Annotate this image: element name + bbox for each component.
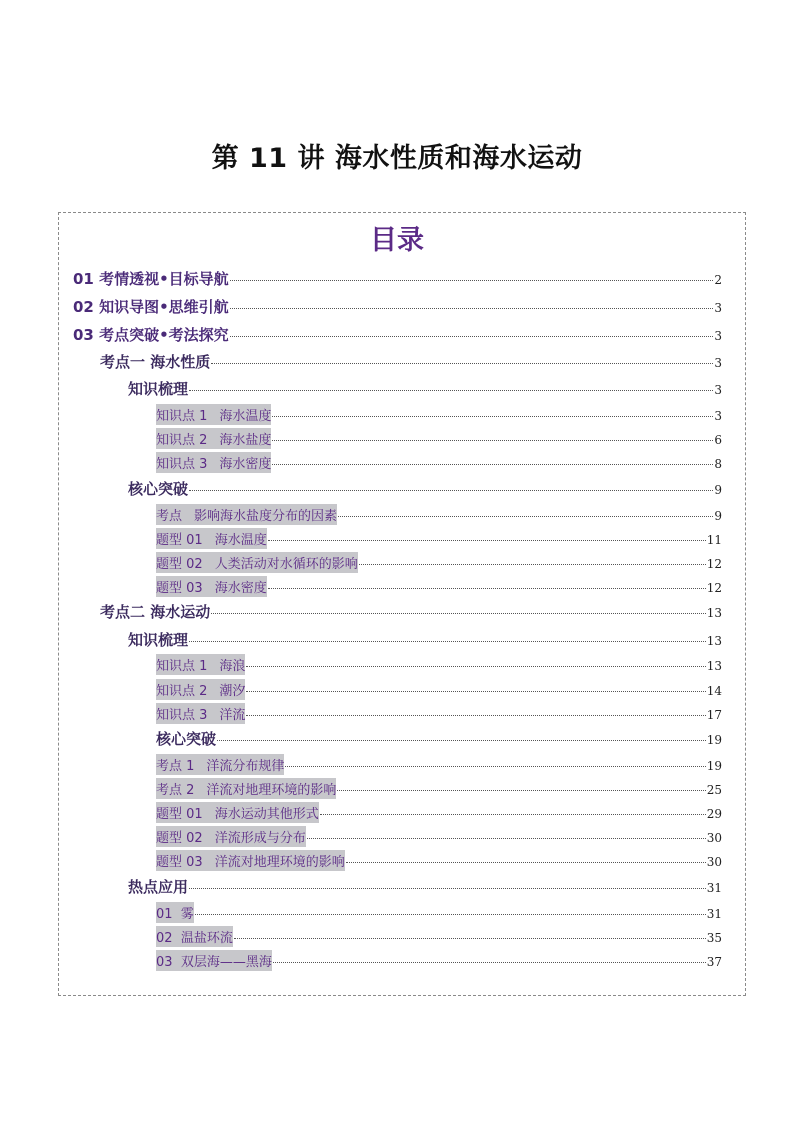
toc-entry-label <box>156 404 271 425</box>
toc-entry-tag: 题型 03 <box>156 855 203 870</box>
toc-entry-label <box>156 703 245 724</box>
toc-leader <box>320 814 706 815</box>
toc-entry-label <box>156 654 245 675</box>
document-title: 第 11 讲 海水性质和海水运动 <box>211 143 583 174</box>
toc-page-number: 30 <box>706 831 722 845</box>
toc-entry-label: 02 知识导图•思维引航 <box>73 298 229 316</box>
toc-entry[interactable] <box>156 552 722 573</box>
toc-page-number: 29 <box>706 807 722 821</box>
toc-entry-tag: 03 <box>156 955 173 970</box>
toc-entry-label <box>156 950 272 971</box>
toc-entry-label: 01 考情透视•目标导航 <box>73 270 229 288</box>
toc-entry-label: 考点二 海水运动 <box>100 603 211 621</box>
toc-entry-tag: 知识点 1 <box>156 409 208 424</box>
toc-entry-label: 核心突破 <box>156 730 217 748</box>
toc-leader <box>268 540 706 541</box>
toc-entry-label: 03 考点突破•考法探究 <box>73 326 229 344</box>
toc-entry[interactable] <box>156 902 722 923</box>
toc-entry-label <box>156 802 319 823</box>
toc-entry-label <box>156 826 306 847</box>
toc-entry[interactable] <box>128 378 722 399</box>
toc-entry-text: 海水盐度 <box>219 433 272 448</box>
toc-page-number: 3 <box>714 356 722 370</box>
toc-entry[interactable] <box>128 478 722 499</box>
toc-entry-label <box>156 778 336 799</box>
toc-entry-text: 洋流对地理环境的影响 <box>206 783 337 798</box>
toc-page-number: 30 <box>706 855 722 869</box>
toc-entry[interactable] <box>156 826 722 847</box>
toc-leader <box>211 363 713 364</box>
toc-leader <box>189 390 713 391</box>
toc-leader <box>189 888 706 889</box>
toc-entry[interactable] <box>128 876 722 897</box>
toc-entry[interactable] <box>156 802 722 823</box>
toc-entry-text: 潮汐 <box>219 684 246 699</box>
toc-entry-label <box>156 528 267 549</box>
toc-entry[interactable] <box>156 778 722 799</box>
toc-entry[interactable] <box>156 950 722 971</box>
toc-entry-text: 洋流形成与分布 <box>214 831 306 846</box>
toc-entry-text: 海水温度 <box>214 533 267 548</box>
toc-entry[interactable] <box>156 654 722 675</box>
toc-entry-label <box>156 552 358 573</box>
toc-entry-tag: 02 <box>156 931 173 946</box>
toc-page-number: 25 <box>706 783 722 797</box>
toc-page-number: 9 <box>714 483 722 497</box>
toc-entry-label: 核心突破 <box>128 480 189 498</box>
toc-entry[interactable] <box>156 703 722 724</box>
toc-entry[interactable] <box>100 601 722 622</box>
toc-entry-label <box>156 428 271 449</box>
toc-entry[interactable] <box>156 428 722 449</box>
toc-entry-tag: 题型 01 <box>156 533 203 548</box>
toc-entry-tag: 知识点 3 <box>156 457 208 472</box>
toc-leader <box>359 564 706 565</box>
toc-leader <box>230 308 714 309</box>
toc-leader <box>230 280 714 281</box>
toc-entry[interactable] <box>73 268 722 289</box>
toc-heading: 目录 <box>370 225 424 256</box>
toc-leader <box>189 641 706 642</box>
toc-entry[interactable] <box>156 404 722 425</box>
toc-leader <box>346 862 706 863</box>
toc-entry[interactable] <box>156 452 722 473</box>
toc-page-number: 3 <box>714 329 722 343</box>
toc-entry-tag: 考点 <box>156 509 183 524</box>
toc-entry-label <box>156 926 233 947</box>
toc-entry-text: 海水运动其他形式 <box>214 807 319 822</box>
toc-leader <box>273 962 706 963</box>
toc-entry-text: 洋流 <box>219 708 246 723</box>
toc-page-number: 13 <box>706 634 722 648</box>
toc-entry[interactable] <box>100 351 722 372</box>
toc-entry[interactable] <box>73 324 722 345</box>
toc-entry-text: 海水密度 <box>214 581 267 596</box>
toc-entry-text: 温盐环流 <box>180 931 233 946</box>
toc-entry-tag: 题型 03 <box>156 581 203 596</box>
toc-entry-text: 洋流对地理环境的影响 <box>214 855 345 870</box>
toc-leader <box>234 938 706 939</box>
toc-page-number: 17 <box>706 708 722 722</box>
toc-entry-tag: 知识点 1 <box>156 659 208 674</box>
toc-entry-label <box>156 576 267 597</box>
toc-page-number: 37 <box>706 955 722 969</box>
toc-leader <box>211 613 705 614</box>
toc-page-number: 14 <box>706 684 722 698</box>
toc-entry-tag: 01 <box>156 907 173 922</box>
toc-entry-text: 双层海——黑海 <box>180 955 272 970</box>
toc-page-number: 3 <box>714 383 722 397</box>
toc-entry[interactable] <box>156 679 722 700</box>
toc-page-number: 13 <box>706 659 722 673</box>
toc-entry-text: 影响海水盐度分布的因素 <box>194 509 338 524</box>
toc-entry-tag: 知识点 2 <box>156 433 208 448</box>
toc-entry[interactable] <box>156 754 722 775</box>
toc-page-number: 3 <box>714 409 722 423</box>
toc-leader <box>189 490 713 491</box>
toc-leader <box>307 838 706 839</box>
toc-entry[interactable] <box>156 850 722 871</box>
toc-entry-label <box>156 452 271 473</box>
toc-leader <box>272 440 713 441</box>
toc-entry-label: 考点一 海水性质 <box>100 353 211 371</box>
toc-entry[interactable] <box>73 296 722 317</box>
toc-entry-text: 海水密度 <box>219 457 272 472</box>
toc-entry-label <box>156 902 194 923</box>
toc-entry-label <box>156 504 337 525</box>
toc-leader <box>246 666 705 667</box>
toc-entry-text: 海水温度 <box>219 409 272 424</box>
toc-entry-text: 人类活动对水循环的影响 <box>214 557 358 572</box>
toc-leader <box>272 416 713 417</box>
toc-entry-tag: 题型 02 <box>156 557 203 572</box>
toc-leader <box>246 715 705 716</box>
toc-entry-tag: 考点 2 <box>156 783 195 798</box>
toc-leader <box>195 914 706 915</box>
toc-leader <box>338 516 713 517</box>
toc-entry[interactable] <box>156 504 722 525</box>
toc-page-number: 2 <box>714 273 722 287</box>
toc-entry-tag: 知识点 3 <box>156 708 208 723</box>
toc-leader <box>246 691 705 692</box>
toc-page-number: 19 <box>706 759 722 773</box>
toc-page-number: 12 <box>706 581 722 595</box>
toc-entry-label <box>156 850 345 871</box>
toc-leader <box>230 336 714 337</box>
toc-entry-tag: 考点 1 <box>156 759 195 774</box>
toc-entry[interactable] <box>156 926 722 947</box>
toc-entry[interactable] <box>156 728 722 749</box>
toc-leader <box>285 766 705 767</box>
toc-page-number: 31 <box>706 907 722 921</box>
toc-entry[interactable] <box>156 576 722 597</box>
toc-entry-label <box>156 679 245 700</box>
toc-entry-label: 知识梳理 <box>128 631 189 649</box>
toc-entry-label: 知识梳理 <box>128 380 189 398</box>
toc-page-number: 11 <box>706 533 722 547</box>
toc-entry-text: 海浪 <box>219 659 246 674</box>
toc-entry-text: 洋流分布规律 <box>206 759 285 774</box>
toc-entry-label <box>156 754 284 775</box>
toc-entry-tag: 题型 02 <box>156 831 203 846</box>
toc-page-number: 13 <box>706 606 722 620</box>
toc-leader <box>268 588 706 589</box>
toc-page-number: 35 <box>706 931 722 945</box>
toc-entry-text: 雾 <box>180 907 194 922</box>
toc-entry[interactable] <box>128 629 722 650</box>
toc-leader <box>272 464 713 465</box>
toc-page-number: 9 <box>714 509 722 523</box>
toc-page-number: 6 <box>714 433 722 447</box>
toc-page-number: 8 <box>714 457 722 471</box>
toc-page-number: 31 <box>706 881 722 895</box>
toc-page-number: 12 <box>706 557 722 571</box>
toc-leader <box>337 790 705 791</box>
toc-entry-tag: 题型 01 <box>156 807 203 822</box>
toc-page-number: 19 <box>706 733 722 747</box>
toc-entry-label: 热点应用 <box>128 878 189 896</box>
toc-leader <box>217 740 706 741</box>
toc-page-number: 3 <box>714 301 722 315</box>
toc-entry-tag: 知识点 2 <box>156 684 208 699</box>
toc-entry[interactable] <box>156 528 722 549</box>
